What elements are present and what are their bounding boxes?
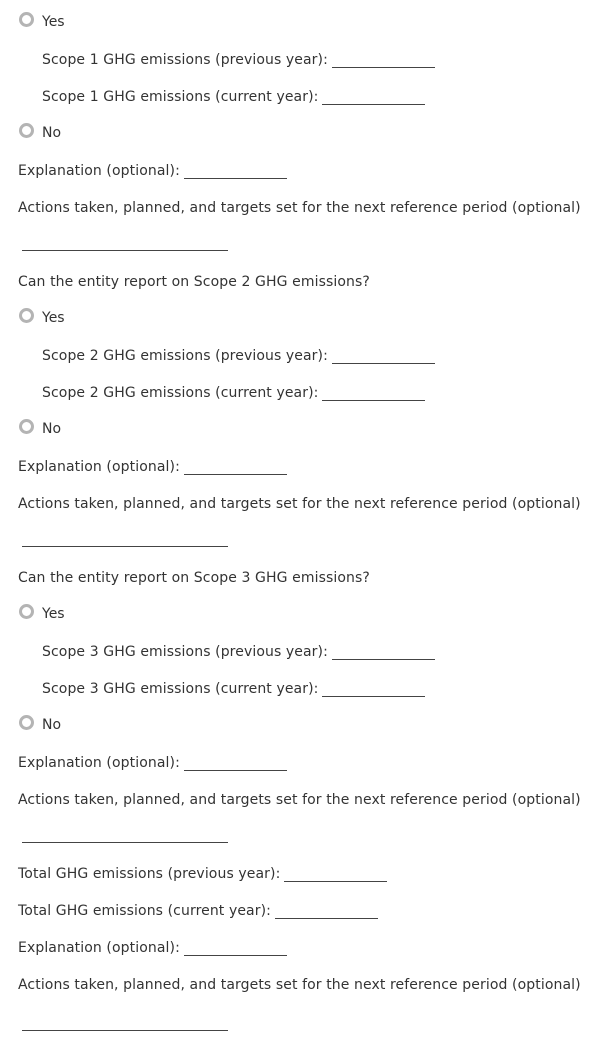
scope1-explanation-input[interactable]	[184, 166, 287, 179]
scope1-previous-year-field	[42, 50, 435, 70]
scope2-actions-input[interactable]	[22, 546, 228, 547]
scope3-explanation-input[interactable]	[184, 758, 287, 771]
scope2-current-year-field	[42, 383, 425, 403]
total-explanation-input[interactable]	[184, 943, 287, 956]
scope1-explanation-field	[18, 161, 287, 181]
scope3-explanation-field	[18, 753, 287, 773]
scope1-current-year-field	[42, 87, 425, 107]
scope1-actions-input[interactable]	[22, 250, 228, 251]
scope1-no-label: No	[42, 125, 62, 141]
total-previous-year-field	[18, 864, 387, 884]
scope2-explanation-input[interactable]	[184, 462, 287, 475]
total-current-year-field	[18, 901, 378, 921]
scope3-explanation-label: Explanation (optional):	[18, 755, 180, 771]
scope1-no-radio[interactable]	[19, 123, 34, 138]
scope3-no-label: No	[42, 717, 62, 733]
scope3-current-year-input[interactable]	[322, 684, 425, 697]
scope3-yes-radio[interactable]	[19, 604, 34, 619]
scope1-explanation-label: Explanation (optional):	[18, 163, 180, 179]
scope3-previous-year-label: Scope 3 GHG emissions (previous year):	[42, 644, 328, 660]
scope2-no-radio[interactable]	[19, 419, 34, 434]
total-previous-year-label: Total GHG emissions (previous year):	[18, 866, 281, 882]
scope2-previous-year-input[interactable]	[332, 351, 435, 364]
scope1-previous-year-input[interactable]	[332, 55, 435, 68]
scope2-yes-label: Yes	[42, 310, 65, 326]
scope1-previous-year-label: Scope 1 GHG emissions (previous year):	[42, 52, 328, 68]
scope1-current-year-label: Scope 1 GHG emissions (current year):	[42, 89, 319, 105]
total-explanation-label: Explanation (optional):	[18, 940, 180, 956]
total-actions-label: Actions taken, planned, and targets set for the next reference period (optional)	[18, 977, 581, 993]
scope1-current-year-input[interactable]	[322, 92, 425, 105]
scope2-explanation-field	[18, 457, 287, 477]
scope3-question: Can the entity report on Scope 3 GHG emissions?	[18, 570, 370, 586]
scope3-actions-input[interactable]	[22, 842, 228, 843]
scope2-previous-year-field	[42, 346, 435, 366]
scope3-current-year-label: Scope 3 GHG emissions (current year):	[42, 681, 319, 697]
scope1-actions-label: Actions taken, planned, and targets set for the next reference period (optional)	[18, 200, 581, 216]
scope3-actions-label: Actions taken, planned, and targets set for the next reference period (optional)	[18, 792, 581, 808]
total-previous-year-input[interactable]	[284, 869, 387, 882]
total-explanation-field	[18, 938, 287, 958]
scope2-previous-year-label: Scope 2 GHG emissions (previous year):	[42, 348, 328, 364]
scope3-no-radio[interactable]	[19, 715, 34, 730]
total-current-year-label: Total GHG emissions (current year):	[18, 903, 271, 919]
total-current-year-input[interactable]	[275, 906, 378, 919]
scope3-previous-year-field	[42, 642, 435, 662]
scope1-yes-label: Yes	[42, 14, 65, 30]
scope2-yes-radio[interactable]	[19, 308, 34, 323]
scope3-yes-label: Yes	[42, 606, 65, 622]
scope2-explanation-label: Explanation (optional):	[18, 459, 180, 475]
scope2-question: Can the entity report on Scope 2 GHG emissions?	[18, 274, 370, 290]
scope3-previous-year-input[interactable]	[332, 647, 435, 660]
scope2-current-year-input[interactable]	[322, 388, 425, 401]
total-actions-input[interactable]	[22, 1030, 228, 1031]
scope2-actions-label: Actions taken, planned, and targets set for the next reference period (optional)	[18, 496, 581, 512]
scope1-yes-radio[interactable]	[19, 12, 34, 27]
scope2-current-year-label: Scope 2 GHG emissions (current year):	[42, 385, 319, 401]
scope2-no-label: No	[42, 421, 62, 437]
scope3-current-year-field	[42, 679, 425, 699]
